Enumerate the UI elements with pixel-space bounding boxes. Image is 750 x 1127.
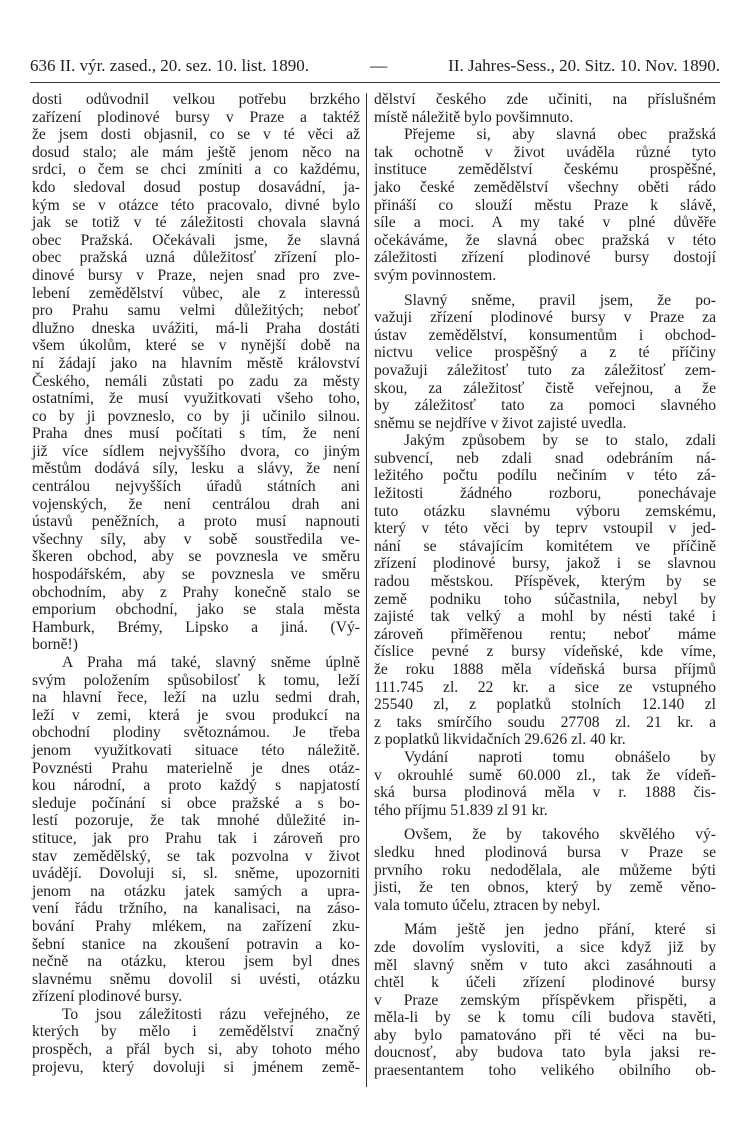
text-line: jenom využitkovati situace této náležitě. [32,741,360,759]
text-line: praesentantem toho velikého obilního ob- [374,1062,716,1080]
text-line: 25540 zl, z poplatků stolních 12.140 zl [374,696,716,714]
text-line: centrálou nejvyšších úřadů státních ani [32,478,360,496]
text-line: přináší co slouží městu Praze k slávě, [374,196,716,214]
text-line: borně!) [32,636,78,654]
text-line: ská bursa plodinová měla v r. 1888 čis- [374,784,716,802]
text-line: nečně na otázku, kterou jsem byl dnes [32,953,360,971]
text-line: svým povinnostem. [374,266,497,284]
text-line: uvádějí. Dovoluji si, sl. sněme, upozorniti [32,865,360,883]
text-line: zřízení plodinové bursy, jakož i se slavnou [374,555,716,573]
text-line: prvního roku nedodělala, ale můžeme býti [374,861,716,879]
text-line: sledku hned plodinová bursa v Praze se [374,843,716,861]
text-line: prospěch, a přál bych si, aby tohoto mého [32,1041,360,1059]
text-line: všem úkolům, které se v nynější době na [32,337,360,355]
text-line: zařízení plodinové bursy v Praze a taktéž [32,108,360,126]
text-line: zřízení plodinové bursy. [32,988,183,1006]
text-line: svým položením spůsobilosť k tomu, leží [32,671,360,689]
text-line: bování Prahy mlékem, na zařízení zku- [32,917,360,935]
text-line: ležitého počtu podílu nečiním v této zá- [374,467,716,485]
header-german: II. Jahres-Sess., 20. Sitz. 10. Nov. 1890. [448,56,720,75]
text-line: země podniku toho súčastnila, nebyl by [374,590,716,608]
text-line: radou městskou. Příspěvek, kterým by se [374,573,716,591]
header-rule [30,82,720,83]
paragraph [374,826,716,914]
text-line: ústavů peněžních, a proto musí napnouti [32,513,360,531]
text-line: zajisté tak velký a mohl by nésti také i [374,608,716,626]
text-line: vala tomuto účelu, ztracen by nebyl. [374,896,601,914]
paragraph [374,126,716,284]
text-line: Jakým způsobem by se to stalo, zdali [404,432,716,450]
text-line: by záležitosť tato za pomoci slavného [374,397,716,415]
text-line: očekáváme, že slavná obec pražská v této [374,231,716,249]
text-line: ní žádají jako na hlavním městě království [32,354,360,372]
text-line: obchodní plodiny světoznámou. Je třeba [32,724,360,742]
text-line: místě náležitě bylo povšimnuto. [374,108,574,126]
text-line: vojenských, že není centrálou drah ani [32,495,360,513]
text-line: číslice pevné z bursy vídeňské, kde víme, [374,643,716,661]
text-line: dlužno dneska uvážiti, má-li Praha dostáti [32,319,360,337]
text-line: obec Pražská. Očekávali jsme, že slavná [32,231,360,249]
text-line: obec pražská uzná důležitosť zřízení plo- [32,249,360,267]
text-line: jako české zemědělství všechny oběti rádo [374,178,716,196]
text-line: stituce, jak pro Prahu tak i zároveň pro [32,829,360,847]
text-line: Českého, nemáli zůstati po zadu za městy [32,372,360,390]
text-line: srdci, o čem se chci zmíniti a co každému, [32,161,360,179]
text-line: městům dodává síly, lesku a slávy, že není [32,460,360,478]
text-line: Povznésti Prahu materielně je dnes otáz- [32,759,360,777]
text-line: A Praha má také, slavný sněme úplně [62,654,360,671]
text-line: projevu, který dovoluji si jménem země- [32,1058,360,1076]
text-line: važuji zřízení plodinové bursy v Praze za [374,309,716,327]
text-line: nictvu velice prospěšný a z té příčiny [374,344,716,362]
text-line: vení řádu tržního, na kanalisaci, na záso- [32,900,360,918]
text-line: zde dovolím vysloviti, a sice když již by [374,938,716,956]
text-line: lebení zemědělství vůbec, ale z interessů [32,284,360,302]
text-line: Praha dnes musí počítati s tím, že není [32,425,360,443]
text-line: dělství českého zde učiniti, na příslušném [374,91,716,108]
text-line: že jsem dosti objasnil, co se v té věci až [32,126,360,144]
text-line: tuto otázku slavnému výboru zemskému, [374,502,716,520]
text-line: slavnému sněmu dovolil si uvésti, otázku [32,970,360,988]
text-line: co by ji povzneslo, co by ji učinilo silnou. [32,407,360,425]
text-line: kterých by mělo i zemědělství značný [32,1023,360,1041]
text-line: aby bylo pamatováno při té věci na bu- [374,1026,716,1044]
text-line: šební stanice na zkoušení potravin a ko- [32,935,360,953]
header-dash: — [370,56,388,75]
text-line: v Praze zemským příspěvkem přispěti, a [374,991,716,1009]
text-line: který v této věci by teprv vstoupil v jed- [374,520,716,538]
right-column [374,91,716,1080]
text-line: ústav zemědělství, konsumentům i obchod- [374,326,716,344]
paragraph [374,921,716,1079]
paragraph [374,749,716,819]
header-czech: 636 II. výr. zased., 20. sez. 10. list. 1890. [30,56,310,75]
text-line: Mám ještě jen jedno přání, které si [404,921,716,939]
text-line: stav zemědělský, se tak pozvolna v život [32,847,360,865]
text-line: skou, za záležitosť čistě veřejnou, a že [374,379,716,397]
text-line: doucnosť, aby budova tato byla jaksi re- [374,1044,716,1062]
text-line: Vydání naproti tomu obnášelo by [404,748,716,766]
paragraph [32,654,360,1006]
text-line: chtěl k účeli zřízení plodinové bursy [374,974,716,992]
text-line: pro Prahu samu velmi důležitých; neboť [32,302,360,320]
paragraph [32,1006,360,1076]
text-line: instituce zemědělství českému prospěšné, [374,161,716,179]
text-line: Ovšem, že by takového skvělého vý- [404,826,716,844]
text-line: dinové bursy v Praze, nejen snad pro zve- [32,266,360,284]
text-line: Hamburk, Brémy, Lipsko a jiná. (Vý- [32,618,360,636]
text-line: subvencí, neb zdali snad odebráním ná- [374,449,716,467]
column-divider [366,93,367,1087]
text-line: Slavný sněme, pravil jsem, že po- [404,291,716,309]
text-line: měl slavný sněm v tuto akci zasáhnouti a [374,956,716,974]
text-line: na hlavní řece, leží na uzlu sedmi drah, [32,689,360,707]
text-line: jisti, že ten obnos, který by země věno- [374,879,716,897]
text-line: sněmu se nejdříve v život zajisté uvedla. [374,414,627,432]
text-line: považuji záležitosť tuto za záležitosť zem- [374,361,716,379]
text-line: v okrouhlé sumě 60.000 zl., tak že vídeň- [374,766,716,784]
text-line: sleduje počínání si obce pražské a s bo- [32,794,360,812]
text-line: měla-li by se k tomu cíli budova stavěti, [374,1009,716,1027]
paragraph [374,91,716,126]
text-line: leží v zemi, která je svou produkcí na [32,706,360,724]
text-line: síle a moci. A my také v plné důvěře [374,214,716,232]
text-line: z taks smírčího soudu 27708 zl. 21 kr. a [374,713,716,731]
text-line: zároveň přiměřenou rentu; neboť máme [374,625,716,643]
text-line: tak ochotně v život uváděla různé tyto [374,143,716,161]
text-line: kdo sledoval dosud postup dosavádní, ja- [32,178,360,196]
paragraph [374,432,716,749]
text-line: dosti odůvodnil velkou potřebu brzkého [32,91,360,108]
text-line: nání se stávajícím komitétem ve příčině [374,537,716,555]
paragraph [32,91,360,654]
text-line: jak se totiž v té záležitosti chovala slavná [32,214,360,232]
text-line: emporium obchodní, jako se stala města [32,601,360,619]
text-line: škeren obchod, aby se povznesla ve směru [32,548,360,566]
text-line: obchodním, aby z Prahy konečně stalo se [32,583,360,601]
text-line: 111.745 zl. 22 kr. a sice ze vstupného [374,678,716,696]
text-line: všechny síly, aby v sobě soustředila ve- [32,530,360,548]
text-line: již více sídlem nejvyššího dvora, co jiným [32,442,360,460]
left-column [32,91,360,1076]
paragraph [374,292,716,433]
text-line: záležitosti zřízení plodinové bursy dostojí [374,249,716,267]
running-header [30,56,720,76]
text-line: hospodářském, aby se povznesla ve směru [32,566,360,584]
text-line: ostatními, že musí využitkovati všeho toho, [32,390,360,408]
text-line: z poplatků likvidačních 29.626 zl. 40 kr. [374,731,626,749]
text-line: kým se v otázce této pracovalo, divné bylo [32,196,360,214]
text-line: že roku 1888 měla vídeňská bursa příjmů [374,661,716,678]
text-line: tého příjmu 51.839 zl 91 kr. [374,801,548,819]
text-line: To jsou záležitosti rázu veřejného, ze [62,1005,360,1023]
text-line: kou národní, a proto každý s napjatostí [32,777,360,795]
text-line: dosud stalo; ale mám ještě jenom něco na [32,143,360,161]
text-line: lestí pozoruje, že tak mnohé důležité in- [32,812,360,830]
text-line: ležitosti žádného rozboru, ponechávaje [374,485,716,503]
text-line: jenom na otázku jatek samých a upra- [32,882,360,900]
text-line: Přejeme si, aby slavná obec pražská [404,126,716,144]
